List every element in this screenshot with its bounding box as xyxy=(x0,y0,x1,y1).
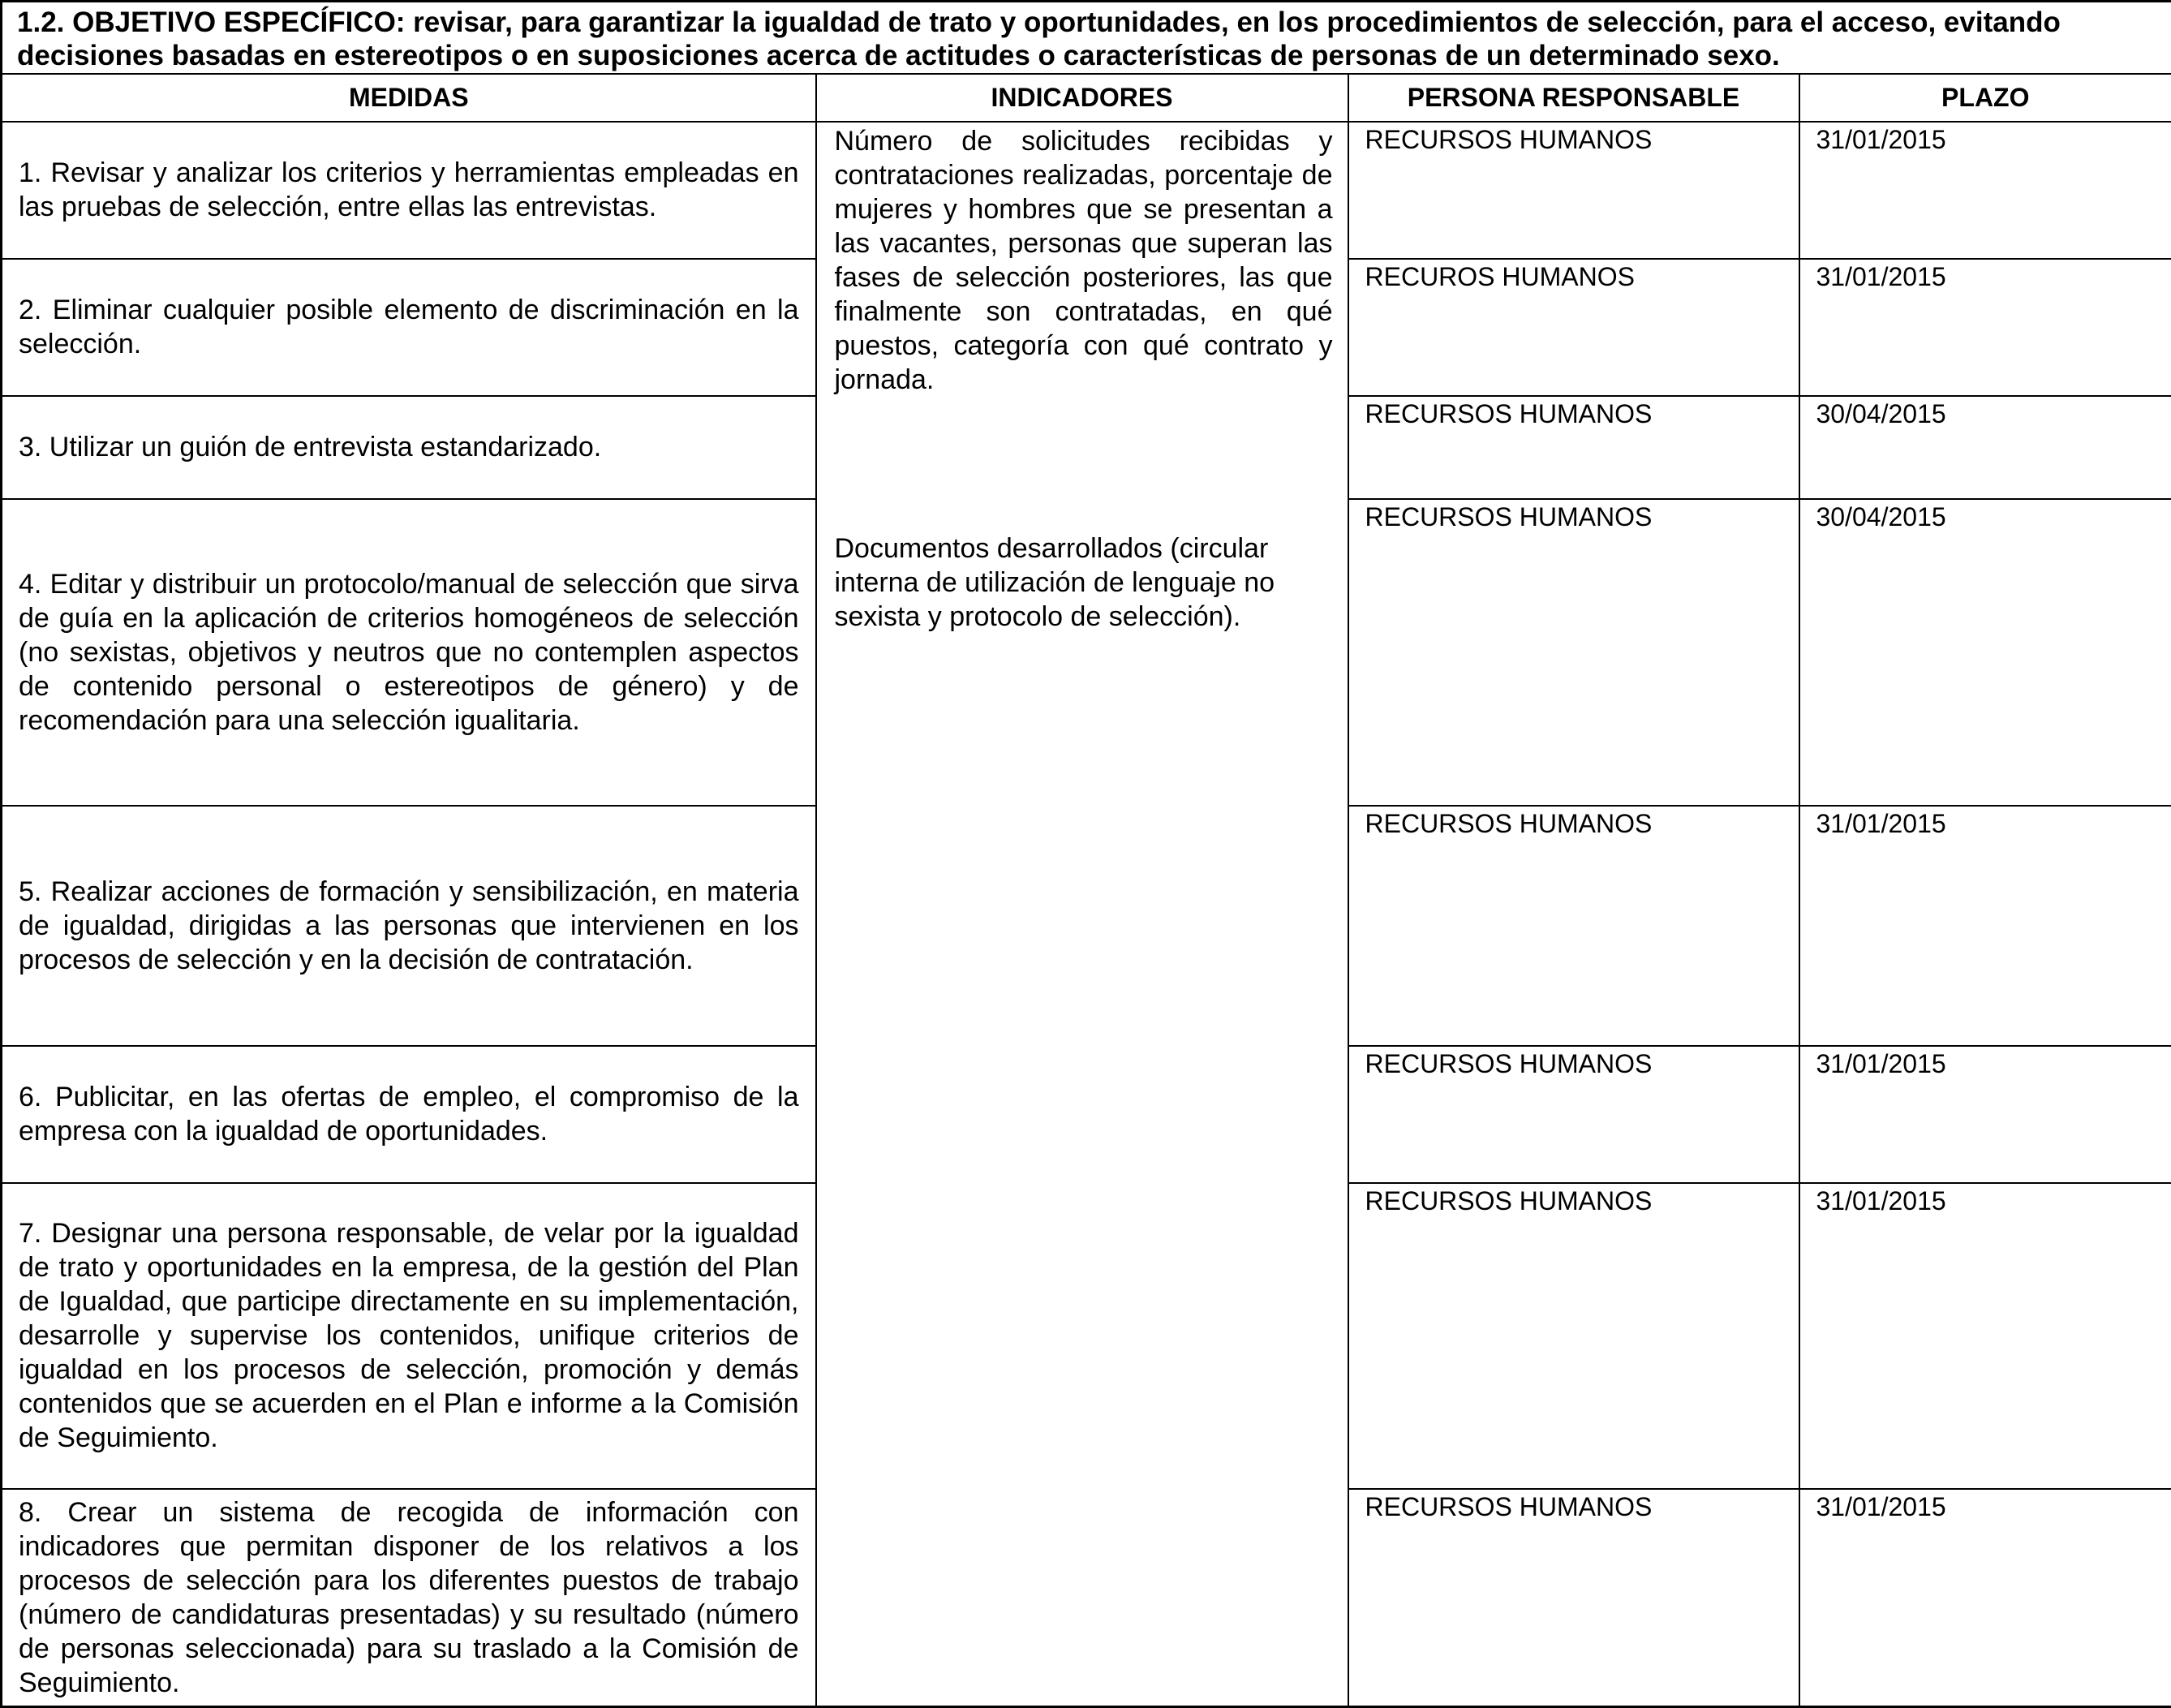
plazo-cell: 31/01/2015 xyxy=(1799,1046,2171,1183)
objective-text: : revisar, para garantizar la igualdad de trato y oportunidades, en los procedimientos de selección, para el acceso, evitando decisiones basadas en estereotipos o en suposiciones acerca de actitudes o características de personas de un determinado sexo. xyxy=(17,6,2061,71)
medida-cell: 3. Utilizar un guión de entrevista estandarizado. xyxy=(2,396,816,499)
objective-cell xyxy=(2,2,2171,74)
table-row xyxy=(2,122,2171,259)
header-indicadores: INDICADORES xyxy=(816,74,1348,122)
responsable-cell: RECURSOS HUMANOS xyxy=(1348,396,1799,499)
plazo-cell: 31/01/2015 xyxy=(1799,1183,2171,1489)
header-row xyxy=(2,74,2171,122)
objective-label: 1.2. OBJETIVO ESPECÍFICO xyxy=(17,6,396,38)
plazo-cell: 30/04/2015 xyxy=(1799,499,2171,806)
plazo-cell: 31/01/2015 xyxy=(1799,806,2171,1046)
plazo-cell: 30/04/2015 xyxy=(1799,396,2171,499)
plazo-cell: 31/01/2015 xyxy=(1799,259,2171,396)
responsable-cell: RECURSOS HUMANOS xyxy=(1348,1489,1799,1707)
medida-cell: 2. Eliminar cualquier posible elemento de discriminación en la selección. xyxy=(2,259,816,396)
responsable-cell: RECUROS HUMANOS xyxy=(1348,259,1799,396)
medida-cell: 8. Crear un sistema de recogida de información con indicadores que permitan disponer de los relativos a los procesos de selección para los diferentes puestos de trabajo (número de candidaturas presentadas) y su resultado (número de personas seleccionada) para su traslado a la Comisión de Seguimiento. xyxy=(2,1489,816,1707)
medida-cell: 5. Realizar acciones de formación y sensibilización, en materia de igualdad, dirigidas a las personas que intervienen en los procesos de selección y en la decisión de contratación. xyxy=(2,806,816,1046)
header-responsable: PERSONA RESPONSABLE xyxy=(1348,74,1799,122)
responsable-cell: RECURSOS HUMANOS xyxy=(1348,499,1799,806)
indicador-text-1: Número de solicitudes recibidas y contrataciones realizadas, porcentaje de mujeres y hombres que se presentan a las vacantes, personas que superan las fases de selección posteriores, las que finalmente son contratadas, en qué puestos, categoría con qué contrato y jornada. xyxy=(835,124,1333,397)
medida-cell: 1. Revisar y analizar los criterios y herramientas empleadas en las pruebas de selección, entre ellas las entrevistas. xyxy=(2,122,816,259)
responsable-cell: RECURSOS HUMANOS xyxy=(1348,1183,1799,1489)
indicadores-cell xyxy=(816,122,1348,1707)
responsable-cell: RECURSOS HUMANOS xyxy=(1348,806,1799,1046)
plazo-cell: 31/01/2015 xyxy=(1799,122,2171,259)
header-medidas: MEDIDAS xyxy=(2,74,816,122)
medida-cell: 6. Publicitar, en las ofertas de empleo, el compromiso de la empresa con la igualdad de oportunidades. xyxy=(2,1046,816,1183)
responsable-cell: RECURSOS HUMANOS xyxy=(1348,122,1799,259)
medida-cell: 7. Designar una persona responsable, de velar por la igualdad de trato y oportunidades en la empresa, de la gestión del Plan de Igualdad, que participe directamente en su implementación, desarrolle y supervise los contenidos, unifique criterios de igualdad en los procesos de selección, promoción y demás contenidos que se acuerden en el Plan e informe a la Comisión de Seguimiento. xyxy=(2,1183,816,1489)
objective-row xyxy=(2,2,2171,74)
header-plazo: PLAZO xyxy=(1799,74,2171,122)
plazo-cell: 31/01/2015 xyxy=(1799,1489,2171,1707)
medida-cell: 4. Editar y distribuir un protocolo/manual de selección que sirva de guía en la aplicación de criterios homogéneos de selección (no sexistas, objetivos y neutros que no contemplen aspectos de contenido personal o estereotipos de género) y de recomendación para una selección igualitaria. xyxy=(2,499,816,806)
responsable-cell: RECURSOS HUMANOS xyxy=(1348,1046,1799,1183)
indicador-text-2: Documentos desarrollados (circular interna de utilización de lenguaje no sexista y protocolo de selección). xyxy=(835,531,1333,634)
